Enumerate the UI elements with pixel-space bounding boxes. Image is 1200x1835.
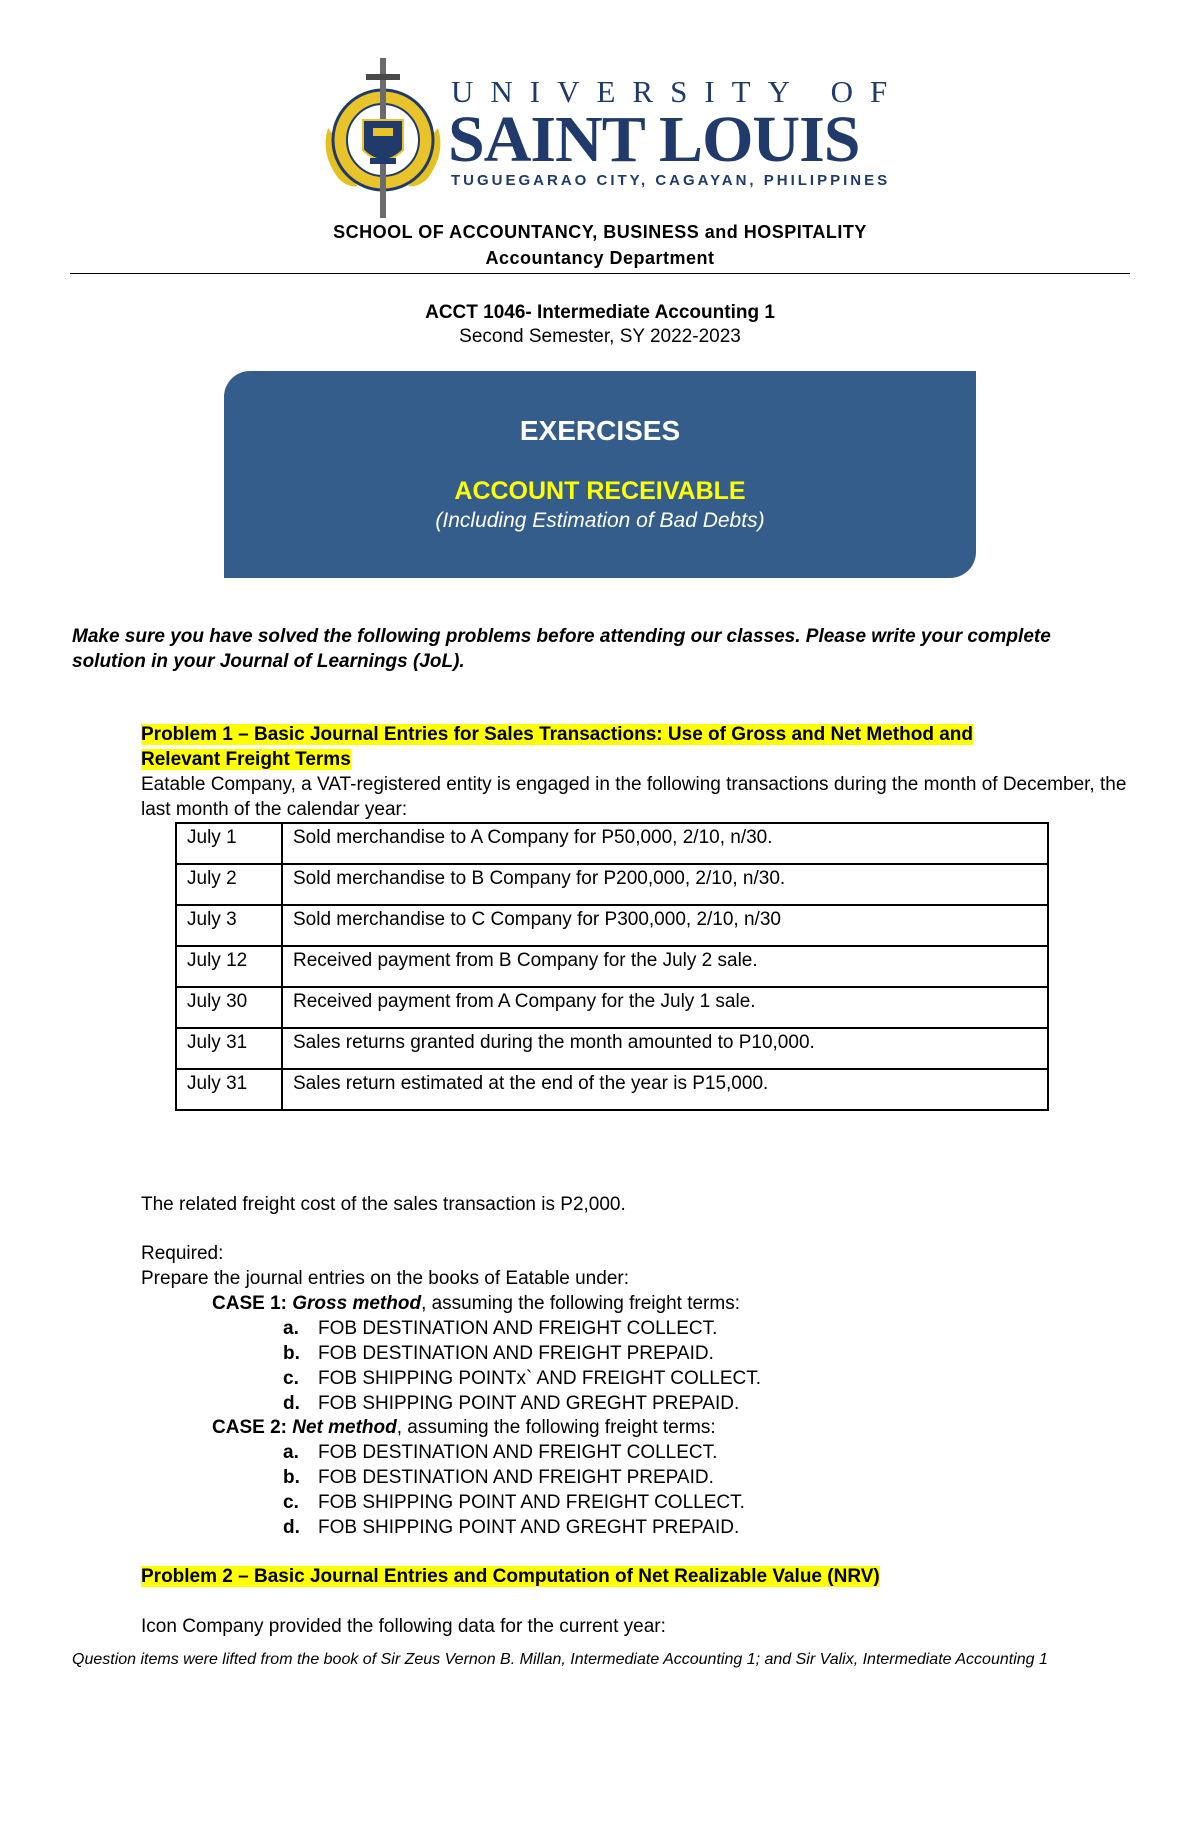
problem2-text: Icon Company provided the following data for the current year: [141, 1616, 666, 1637]
problem1-heading [141, 722, 1111, 772]
case2-method: Net method [292, 1417, 397, 1438]
university-line1: UNIVERSITY OF [451, 74, 905, 109]
list-item-letter: d. [283, 1393, 300, 1414]
case1-method: Gross method [292, 1293, 422, 1314]
case2-rest: , assuming the following freight terms: [396, 1417, 716, 1438]
department-name: Accountancy Department [485, 248, 715, 268]
university-location: TUGUEGARAO CITY, CAGAYAN, PHILIPPINES [451, 172, 891, 189]
banner-subtitle-2: (Including Estimation of Bad Debts) [435, 509, 765, 532]
transaction-description: Sold merchandise to C Company for P300,000, 2/10, n/30 [282, 905, 1048, 946]
list-item: FOB SHIPPING POINTx` AND FREIGHT COLLECT. [318, 1368, 762, 1389]
problem2-heading-text: Problem 2 – Basic Journal Entries and Computation of Net Realizable Value (NRV) [141, 1566, 880, 1587]
university-name: SAINT LOUIS [448, 103, 860, 176]
school-name: SCHOOL OF ACCOUNTANCY, BUSINESS and HOSPITALITY [333, 222, 867, 242]
transaction-description: Received payment from A Company for the July 1 sale. [282, 987, 1048, 1028]
transaction-date: July 12 [176, 946, 282, 987]
required-text: Prepare the journal entries on the books of Eatable under: [141, 1268, 629, 1289]
transaction-description: Sold merchandise to B Company for P200,000, 2/10, n/30. [282, 864, 1048, 905]
table-row [176, 823, 1048, 864]
banner-title: EXERCISES [519, 415, 681, 446]
list-item-letter: a. [283, 1318, 299, 1339]
list-item: FOB SHIPPING POINT AND FREIGHT COLLECT. [318, 1492, 745, 1513]
exercises-banner [224, 371, 976, 578]
transaction-description: Received payment from B Company for the July 2 sale. [282, 946, 1048, 987]
university-logo [318, 58, 905, 223]
list-item-letter: b. [283, 1343, 300, 1364]
transaction-description: Sales returns granted during the month amounted to P10,000. [282, 1028, 1048, 1069]
list-item-letter: c. [283, 1492, 299, 1513]
transaction-date: July 31 [176, 1069, 282, 1110]
header-divider [70, 273, 1130, 274]
case1-line [212, 1291, 740, 1316]
transaction-date: July 31 [176, 1028, 282, 1069]
list-item: FOB SHIPPING POINT AND GREGHT PREPAID. [318, 1393, 740, 1414]
list-item: FOB SHIPPING POINT AND GREGHT PREPAID. [318, 1517, 740, 1538]
list-item-letter: a. [283, 1442, 299, 1463]
transaction-description: Sales return estimated at the end of the year is P15,000. [282, 1069, 1048, 1110]
required-label: Required: [141, 1243, 224, 1264]
list-item: FOB DESTINATION AND FREIGHT COLLECT. [318, 1318, 718, 1339]
table-row [176, 987, 1048, 1028]
list-item-letter: c. [283, 1368, 299, 1389]
table-row [176, 1069, 1048, 1110]
university-seal-icon [318, 58, 448, 223]
list-item: FOB DESTINATION AND FREIGHT PREPAID. [318, 1467, 714, 1488]
table-row [176, 1028, 1048, 1069]
banner-subtitle: ACCOUNT RECEIVABLE [454, 477, 746, 505]
table-row [176, 905, 1048, 946]
footer-note: Question items were lifted from the book of Sir Zeus Vernon B. Millan, Intermediate Accounting 1; and Sir Valix, Intermediate Accounting 1 [72, 1651, 1048, 1668]
case2-label: CASE 2: [212, 1417, 287, 1438]
transaction-date: July 30 [176, 987, 282, 1028]
list-item-letter: b. [283, 1467, 300, 1488]
problem2-heading [141, 1564, 880, 1589]
transaction-date: July 3 [176, 905, 282, 946]
instructions: Make sure you have solved the following problems before attending our classes. Please write your complete solution in your Journal of Learnings (JoL). [72, 626, 1051, 672]
case2-line [212, 1415, 716, 1440]
table-row [176, 946, 1048, 987]
list-item: FOB DESTINATION AND FREIGHT PREPAID. [318, 1343, 714, 1364]
transaction-date: July 2 [176, 864, 282, 905]
problem1-heading-line1: Problem 1 – Basic Journal Entries for Sales Transactions: Use of Gross and Net Method and [141, 724, 974, 745]
transactions-table [175, 822, 1049, 1111]
problem1-text: Eatable Company, a VAT-registered entity is engaged in the following transactions during the month of December, the last month of the calendar year: [141, 774, 1127, 820]
problem1-heading-line2: Relevant Freight Terms [141, 749, 351, 770]
list-item-letter: d. [283, 1517, 300, 1538]
case1-rest: , assuming the following freight terms: [421, 1293, 740, 1314]
case1-label: CASE 1: [212, 1293, 287, 1314]
course-title: ACCT 1046- Intermediate Accounting 1 [425, 302, 775, 323]
list-item: FOB DESTINATION AND FREIGHT COLLECT. [318, 1442, 718, 1463]
semester: Second Semester, SY 2022-2023 [459, 326, 741, 347]
transaction-description: Sold merchandise to A Company for P50,000, 2/10, n/30. [282, 823, 1048, 864]
transaction-date: July 1 [176, 823, 282, 864]
freight-note: The related freight cost of the sales transaction is P2,000. [141, 1194, 626, 1215]
table-row [176, 864, 1048, 905]
